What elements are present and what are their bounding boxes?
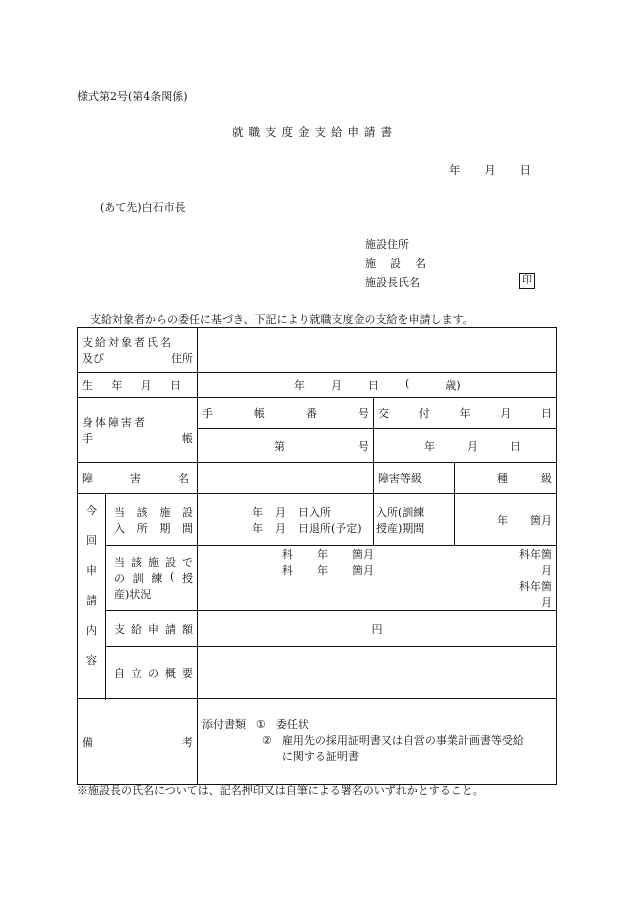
row-amount bbox=[78, 611, 557, 647]
row-recipient bbox=[78, 328, 557, 373]
facility-name-label: 施設名 bbox=[365, 257, 440, 270]
row-birthdate bbox=[78, 373, 557, 398]
certificate-label: 身体障害者 手 帳 bbox=[78, 398, 198, 463]
training-label: 当 該 施 設 で の 訓 練 ( 授 産)状況 bbox=[106, 546, 198, 611]
issue-date-input[interactable]: 年 月 日 bbox=[374, 429, 557, 463]
disability-name-label: 障 害 名 bbox=[78, 463, 198, 494]
training-input[interactable]: 科 年 箇月 科 年 箇月 科 年 箇月 科 年 箇月 bbox=[198, 546, 557, 611]
row-disability bbox=[78, 463, 557, 494]
row-stay-period bbox=[78, 494, 557, 546]
date-day[interactable]: 日 bbox=[519, 163, 531, 177]
date-year[interactable]: 年 bbox=[449, 163, 461, 177]
certificate-number-header: 手 帳 番 号 bbox=[198, 398, 374, 429]
disability-name-input[interactable] bbox=[198, 463, 374, 494]
addressee: (あて先)白石市長 bbox=[100, 201, 186, 214]
independence-label: 自 立 の 概 要 bbox=[106, 647, 198, 699]
birthdate-label: 生 年 月 日 bbox=[78, 373, 198, 398]
facility-head-label: 施設長氏名 bbox=[365, 276, 420, 289]
stay-period-label: 当 該 施 設 入 所 期 間 bbox=[106, 494, 198, 546]
amount-label: 支 給 申 請 額 bbox=[106, 611, 198, 647]
document-title: 就職支度金支給申請書 bbox=[232, 125, 397, 139]
row-training bbox=[78, 546, 557, 611]
row-independence bbox=[78, 647, 557, 699]
stay-period-input[interactable]: 年 箇月 bbox=[455, 494, 557, 546]
facility-address-label: 施設住所 bbox=[365, 238, 409, 251]
row-certificate-header bbox=[78, 398, 557, 429]
attachment-item-2: 雇用先の採用証明書又は自営の事業計画書等受給 bbox=[281, 734, 524, 747]
independence-input[interactable] bbox=[198, 647, 557, 699]
stay-dates-input[interactable]: 年 月 日入所 年 月 日退所(予定) bbox=[198, 494, 374, 546]
certificate-number-input[interactable]: 第 号 bbox=[198, 429, 374, 463]
attachment-item-1: 委任状 bbox=[275, 718, 309, 731]
remarks-label: 備 考 bbox=[78, 699, 198, 785]
section-label-current-application: 今 回 申 請 内 容 bbox=[78, 494, 106, 699]
application-table bbox=[77, 327, 557, 785]
recipient-input[interactable] bbox=[198, 328, 557, 373]
intro-text: 支給対象者からの委任に基づき、下記により就職支度金の支給を申請します。 bbox=[90, 313, 474, 326]
recipient-label: 支給対象者氏名 及び 住所 bbox=[78, 328, 198, 373]
disability-grade-label: 障害等級 bbox=[374, 463, 455, 494]
row-remarks bbox=[78, 699, 557, 785]
remarks-content: 添付書類 ① 委任状 ② 雇用先の採用証明書又は自営の事業計画書等受給 に関する証明書 bbox=[198, 699, 557, 785]
application-date bbox=[449, 162, 531, 178]
seal-mark[interactable]: 印 bbox=[519, 273, 535, 289]
stay-period-sublabel: 入所(訓練 授産)期間 bbox=[374, 494, 455, 546]
form-number: 様式第2号(第4条関係) bbox=[77, 90, 188, 103]
issue-date-header: 交 付 年 月 日 bbox=[374, 398, 557, 429]
birthdate-input[interactable]: 年 月 日 ( 歳) bbox=[198, 373, 557, 398]
date-month[interactable]: 月 bbox=[484, 163, 496, 177]
attachments-title: 添付書類 bbox=[202, 718, 246, 731]
disability-grade-input[interactable]: 種 級 bbox=[455, 463, 557, 494]
footnote: ※施設長の氏名については、記名押印又は自筆による署名のいずれかとすること。 bbox=[77, 784, 484, 797]
amount-input[interactable]: 円 bbox=[198, 611, 557, 647]
